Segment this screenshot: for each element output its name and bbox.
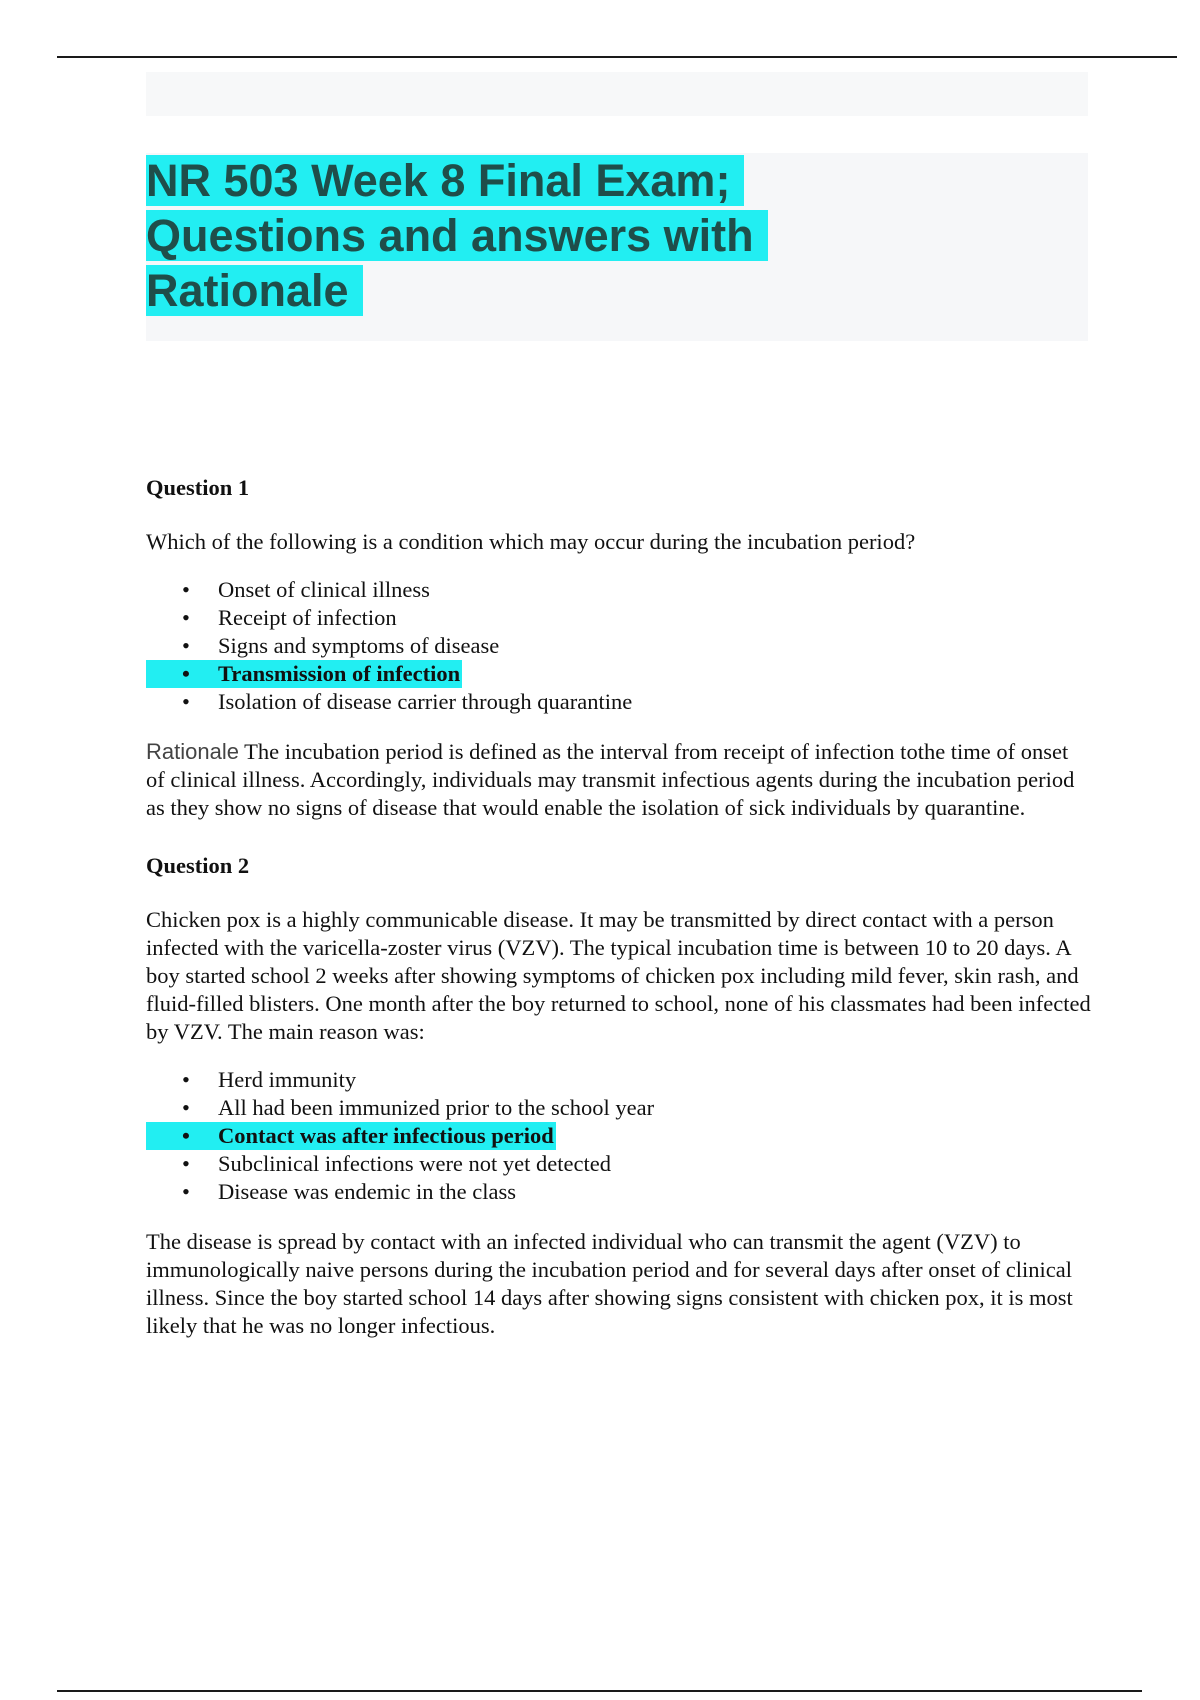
title-line-2: Questions and answers with [146, 210, 768, 261]
answer-option-correct: • Transmission of infection [146, 660, 1091, 688]
bullet-icon: • [182, 1123, 190, 1148]
answer-option: • Isolation of disease carrier through quarantine [182, 689, 633, 714]
question-1 [146, 474, 1091, 822]
answer-option: • Herd immunity [182, 1067, 357, 1092]
rationale-label: Rationale [146, 739, 239, 764]
answer-option: • Receipt of infection [182, 605, 397, 630]
bullet-icon: • [182, 1179, 190, 1204]
page-title [146, 153, 796, 318]
bullet-icon: • [182, 633, 190, 658]
bottom-rule [57, 1690, 1142, 1692]
answer-option-correct: • Contact was after infectious period [146, 1122, 1091, 1150]
question-text: Chicken pox is a highly communicable disease. It may be transmitted by direct contact with a person infected with the varicella-zoster virus (VZV). The typical incubation time is between 10 to 20 days. A boy started school 2 weeks after showing symptoms of chicken pox including mild fever, skin rash, and fluid-filled blisters. One month after the boy returned to school, none of his classmates had been infected by VZV. The main reason was: [146, 907, 1091, 1044]
title-line-3: Rationale [146, 265, 363, 316]
bullet-icon: • [182, 1151, 190, 1176]
answer-options [146, 1066, 1091, 1206]
answer-option: • All had been immunized prior to the school year [182, 1095, 655, 1120]
bullet-icon: • [182, 1095, 190, 1120]
bullet-icon: • [182, 689, 190, 714]
title-line-1: NR 503 Week 8 Final Exam; [146, 155, 744, 206]
question-heading: Question 2 [146, 853, 250, 878]
bullet-icon: • [182, 605, 190, 630]
bullet-icon: • [182, 577, 190, 602]
question-heading: Question 1 [146, 475, 250, 500]
document-body [146, 474, 1091, 1340]
bullet-icon: • [182, 1067, 190, 1092]
answer-option: • Disease was endemic in the class [182, 1179, 517, 1204]
answer-option: • Signs and symptoms of disease [182, 633, 500, 658]
header-band [146, 72, 1088, 116]
top-rule [57, 56, 1177, 58]
answer-options [146, 576, 1091, 716]
answer-option: • Onset of clinical illness [182, 577, 430, 602]
rationale-text: The incubation period is defined as the interval from receipt of infection tothe time of onset of clinical illness. Accordingly, individuals may transmit infectious agents during the incubation period as they show no signs of disease that would enable the isolation of sick individuals by quarantine. [146, 739, 1075, 820]
question-text: Which of the following is a condition which may occur during the incubation period? [146, 529, 916, 554]
rationale [146, 738, 1091, 822]
question-2 [146, 852, 1091, 1340]
answer-option: • Subclinical infections were not yet detected [182, 1151, 611, 1176]
bullet-icon: • [182, 661, 190, 686]
rationale-text: The disease is spread by contact with an infected individual who can transmit the agent (VZV) to immunologically naive persons during the incubation period and for several days after onset of clinical illness. Since the boy started school 14 days after showing signs consistent with chicken pox, it is most likely that he was no longer infectious. [146, 1229, 1073, 1338]
